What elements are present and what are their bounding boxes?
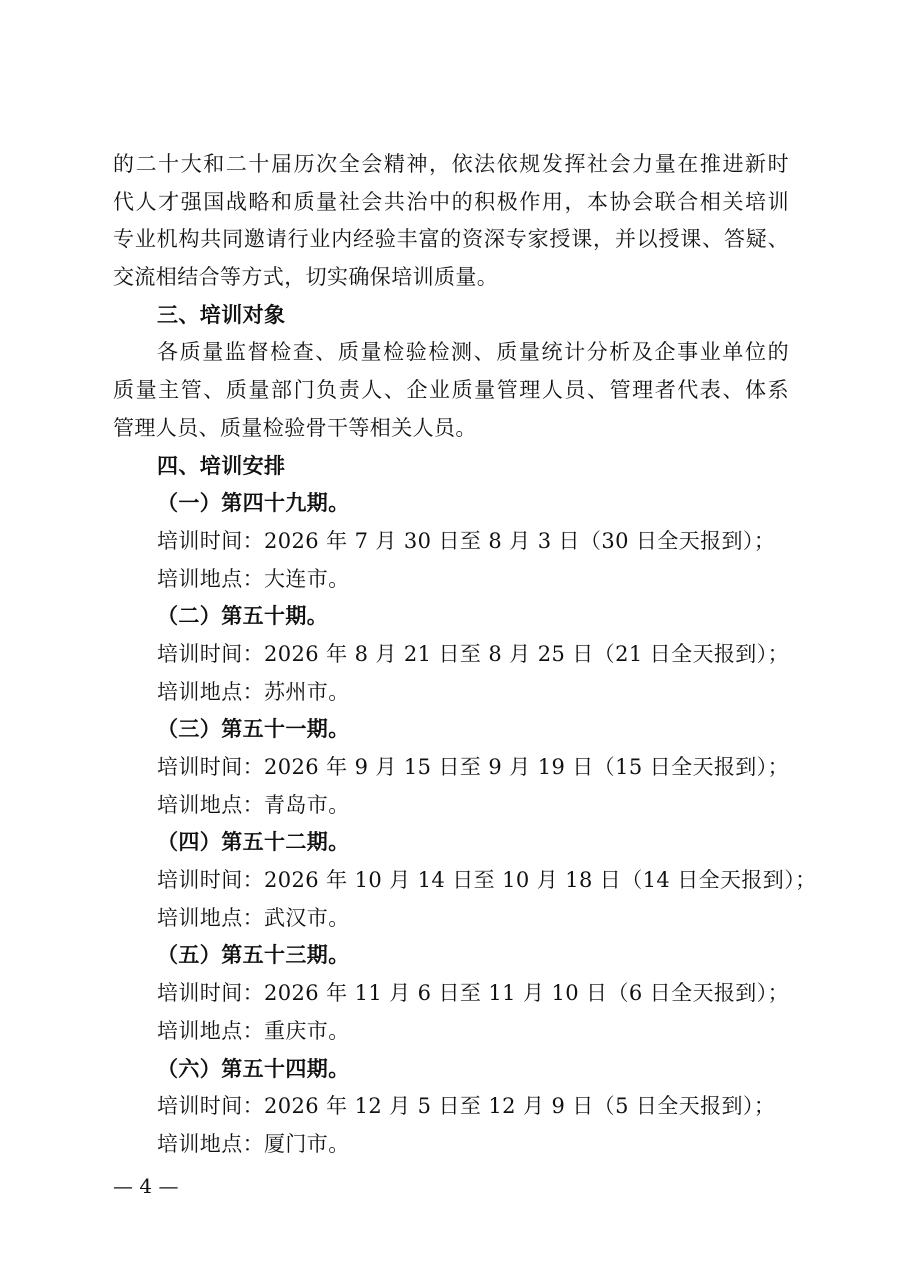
session-6-time: 培训时间：2026 年 12 月 5 日至 12 月 9 日（5 日全天报到）； (157, 1094, 776, 1119)
section-3-line-1: 各质量监督检查、质量检验检测、质量统计分析及企事业单位的 (157, 340, 789, 365)
intro-line-2: 代人才强国战略和质量社会共治中的积极作用，本协会联合相关培训 (113, 189, 789, 214)
session-5-title: （五）第五十三期。 (157, 943, 350, 968)
session-5-time: 培训时间：2026 年 11 月 6 日至 11 月 10 日（6 日全天报到）； (157, 981, 789, 1006)
session-1-time: 培训时间：2026 年 7 月 30 日至 8 月 3 日（30 日全天报到）； (157, 528, 776, 553)
section-4-heading: 四、培训安排 (157, 453, 286, 478)
section-3-line-2: 质量主管、质量部门负责人、企业质量管理人员、管理者代表、体系 (113, 378, 789, 403)
page-number: — 4 — (113, 1174, 179, 1198)
intro-line-3: 专业机构共同邀请行业内经验丰富的资深专家授课，并以授课、答疑、 (113, 227, 789, 252)
session-3-title: （三）第五十一期。 (157, 717, 350, 742)
session-4-place: 培训地点：武汉市。 (157, 905, 350, 930)
section-3-line-3: 管理人员、质量检验骨干等相关人员。 (113, 415, 477, 440)
intro-line-1: 的二十大和二十届历次全会精神，依法依规发挥社会力量在推进新时 (113, 152, 789, 176)
document-body (113, 146, 817, 1164)
session-2-place: 培训地点：苏州市。 (157, 679, 350, 704)
session-4-time: 培训时间：2026 年 10 月 14 日至 10 月 18 日（14 日全天报到）； (157, 868, 817, 893)
session-2-title: （二）第五十期。 (157, 604, 329, 629)
session-2-time: 培训时间：2026 年 8 月 21 日至 8 月 25 日（21 日全天报到）； (157, 641, 789, 666)
session-1-place: 培训地点：大连市。 (157, 566, 350, 591)
session-3-time: 培训时间：2026 年 9 月 15 日至 9 月 19 日（15 日全天报到）； (157, 755, 789, 779)
section-3-heading: 三、培训对象 (157, 302, 286, 327)
session-5-place: 培训地点：重庆市。 (157, 1018, 350, 1043)
session-3-place: 培训地点：青岛市。 (157, 792, 350, 817)
session-6-title: （六）第五十四期。 (157, 1056, 350, 1081)
session-6-place: 培训地点：厦门市。 (157, 1131, 350, 1156)
intro-line-4: 交流相结合等方式，切实确保培训质量。 (113, 265, 499, 290)
session-4-title: （四）第五十二期。 (157, 830, 350, 855)
session-1-title: （一）第四十九期。 (157, 491, 350, 516)
